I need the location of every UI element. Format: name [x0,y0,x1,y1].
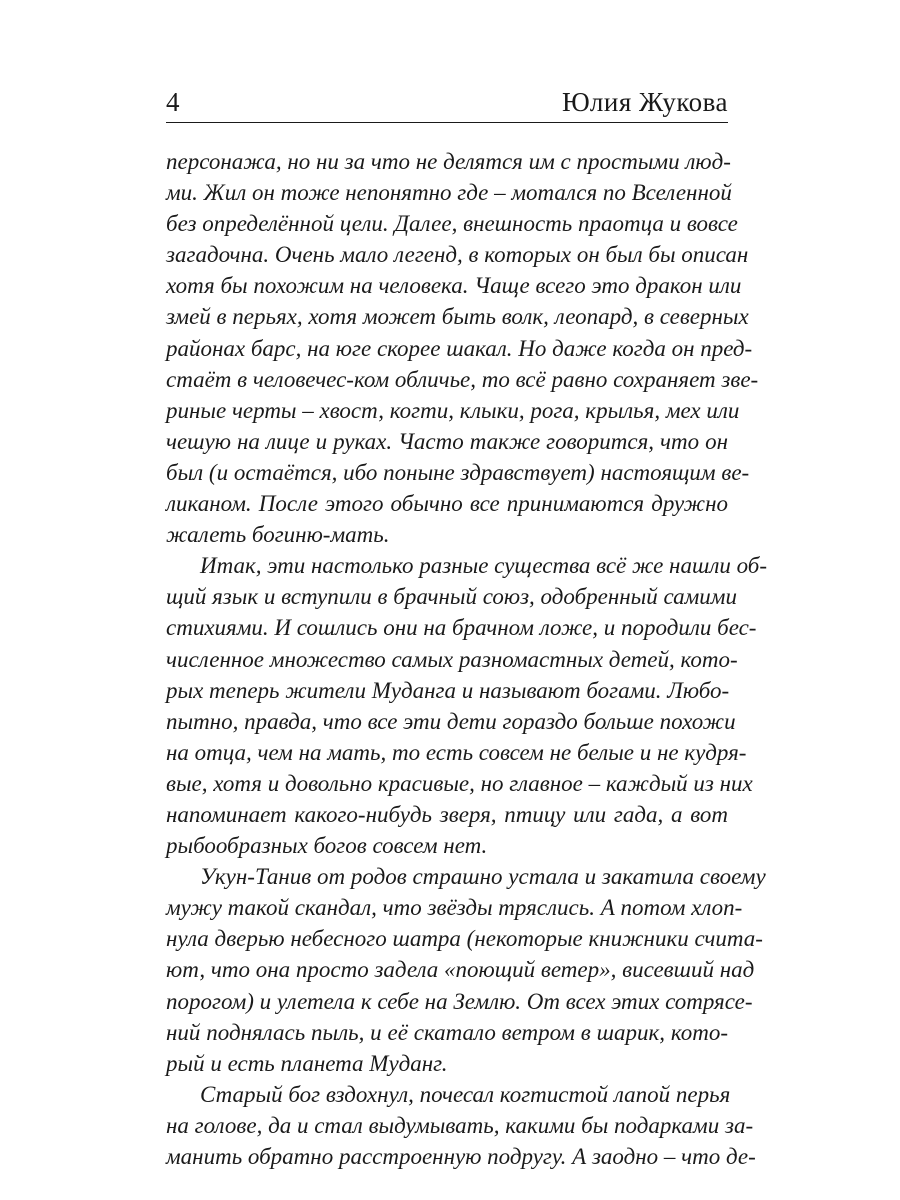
text-line: Укун-Танив от родов страшно устала и закатила своему [200,864,766,890]
paragraph-4 [166,1079,756,1172]
text-line: персонажа, но ни за что не делятся им с простыми люд- [166,149,731,174]
text-line: ликаном. После этого обычно все принимаются дружно [166,491,728,517]
text-line: стихиями. И сошлись они на брачном ложе, и породили бес- [166,615,757,641]
text-line: был (и остаётся, ибо поныне здравствует) настоящим ве- [166,459,750,485]
text-line: без определённой цели. Далее, внешность праотца и вовсе [166,211,738,237]
text-line: жалеть богиню-мать. [166,522,390,548]
author-name: Юлия Жукова [562,87,728,117]
text-line: щий язык и вступили в брачный союз, одобренный самими [166,584,737,610]
text-line: манить обратно расстроенную подругу. А заодно – что де- [166,1144,756,1169]
text-line: мужу такой скандал, что звёзды тряслись. А потом хлоп- [166,895,743,921]
text-line: вые, хотя и довольно красивые, но главное – каждый из них [166,770,753,796]
text-line: рыбообразных богов совсем нет. [166,833,488,859]
paragraph-1 [166,146,759,550]
running-head [166,84,728,120]
text-line: порогом) и улетела к себе на Землю. От всех этих сотрясе- [166,988,753,1014]
text-line: змей в перьях, хотя может быть волк, леопард, в северных [166,304,749,330]
paragraph-2 [166,550,768,861]
text-line: на отца, чем на мать, то есть совсем не белые и не кудря- [166,739,747,765]
text-line: загадочна. Очень мало легенд, в которых он был бы описан [166,242,749,268]
text-line: рых теперь жители Муданга и называют богами. Любо- [166,677,730,703]
header-rule [166,122,728,123]
text-line: напоминает какого-нибудь зверя, птицу или гада, а вот [166,801,728,827]
text-line: хотя бы похожим на человека. Чаще всего это дракон или [166,273,742,299]
text-line: чешую на лице и руках. Часто также говорится, что он [166,428,728,454]
text-line: стаёт в человечес-ком обличье, то всё равно сохраняет зве- [166,366,759,392]
body-text [166,146,768,1172]
text-line: риные черты – хвост, когти, клыки, рога, крылья, мех или [166,397,740,423]
text-line: ют, что она просто задела «поющий ветер», висевший над [166,957,755,983]
text-line: на голове, да и стал выдумывать, какими бы подарками за- [166,1112,754,1138]
text-line: пытно, правда, что все эти дети гораздо больше похожи [166,708,736,734]
text-line: ми. Жил он тоже непонятно где – мотался по Вселенной [166,180,732,206]
text-line: ний поднялась пыль, и её скатало ветром в шарик, кото- [166,1019,728,1045]
text-line: рый и есть планета Муданг. [166,1050,448,1076]
text-line: численное множество самых разномастных детей, кото- [166,646,738,672]
text-line: районах барс, на юге скорее шакал. Но даже когда он пред- [166,335,753,361]
text-line: Итак, эти настолько разные существа всё же нашли об- [200,553,768,579]
paragraph-3 [166,861,766,1079]
text-line: Старый бог вздохнул, почесал когтистой лапой перья [200,1081,731,1107]
page-number: 4 [166,87,180,117]
text-line: нула дверью небесного шатра (некоторые книжники счита- [166,926,763,952]
